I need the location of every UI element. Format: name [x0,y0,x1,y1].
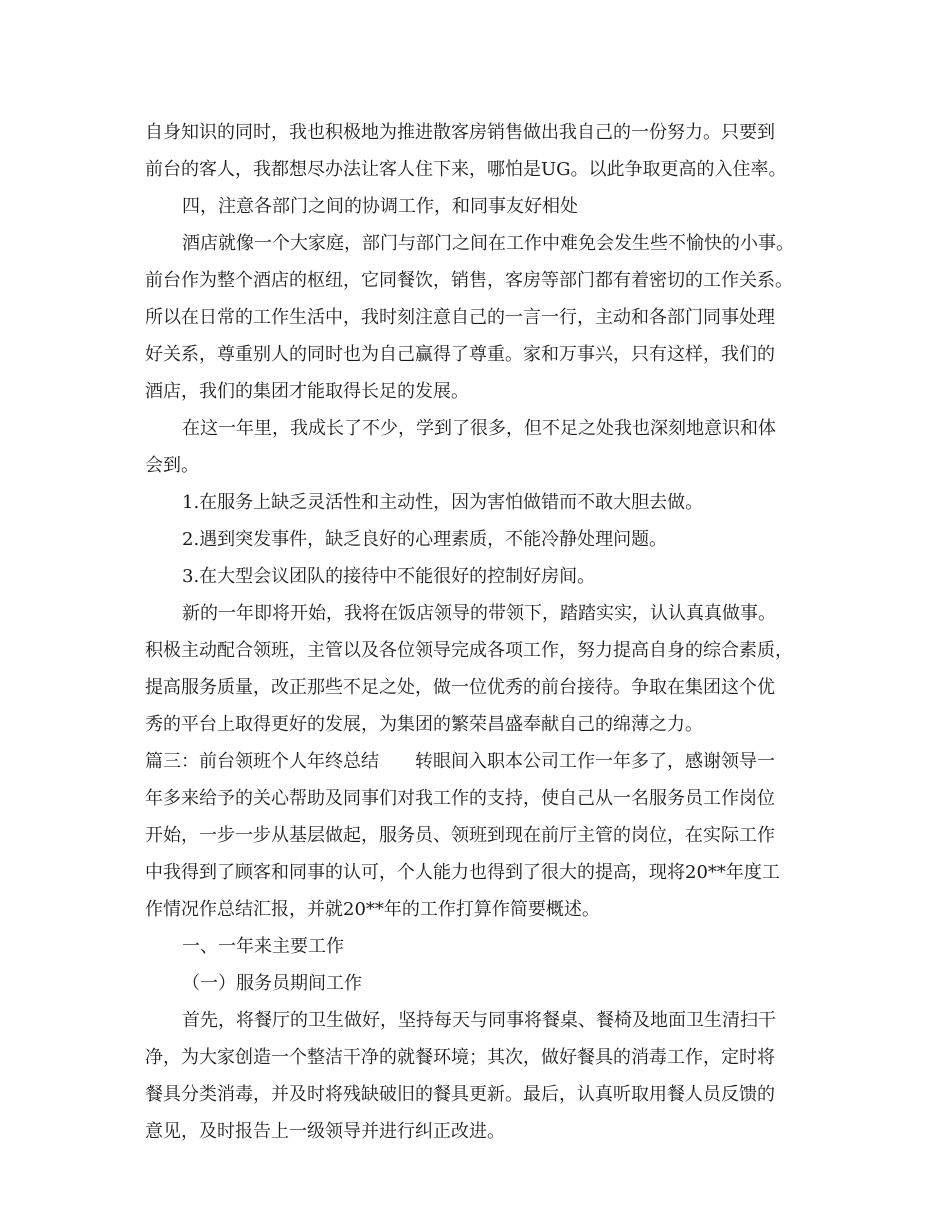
section-heading-continuation: 转眼间入职本公司工作一年多了，感谢领导一 [415,751,775,772]
text-line: 好关系，尊重别人的同时也为自己赢得了尊重。家和万事兴，只有这样，我们的 [145,344,775,365]
paragraph-block-1 [145,114,807,743]
section-heading: 篇三：前台领班个人年终总结 [145,751,379,772]
text-line: 中我得到了顾客和同事的认可，个人能力也得到了很大的提高，现将20**年度工 [145,862,780,883]
text-line: 会到。 [145,455,199,476]
text-line: 意见，及时报告上一级领导并进行纠正改进。 [145,1121,505,1142]
text-line: 首先，将餐厅的卫生做好，坚持每天与同事将餐桌、餐椅及地面卫生清扫干 [182,1010,776,1031]
text-line: 前台作为整个酒店的枢纽，它同餐饮，销售，客房等部门都有着密切的工作关系。 [145,270,793,291]
text-line: 新的一年即将开始，我将在饭店领导的带领下，踏踏实实，认认真真做事。 [182,603,776,624]
text-line: 提高服务质量，改正那些不足之处，做一位优秀的前台接待。争取在集团这个优 [145,677,775,698]
paragraph-block-2 [145,780,807,1150]
text-line: 3.在大型会议团队的接待中不能很好的控制好房间。 [182,566,596,587]
text-line: 前台的客人，我都想尽办法让客人住下来，哪怕是UG。以此争取更高的入住率。 [145,159,787,180]
text-line: 2.遇到突发事件，缺乏良好的心理素质，不能冷静处理问题。 [182,529,668,550]
text-line: 在这一年里，我成长了不少，学到了很多，但不足之处我也深刻地意识和体 [182,418,776,439]
text-line: 作情况作总结汇报，并就20**年的工作打算作简要概述。 [145,899,600,920]
text-line: 一、一年来主要工作 [182,936,344,957]
text-line: 开始，一步一步从基层做起，服务员、领班到现在前厅主管的岗位，在实际工作 [145,825,775,846]
document-body [145,114,807,1150]
text-line: 酒店，我们的集团才能取得长足的发展。 [145,381,469,402]
text-line: 酒店就像一个大家庭，部门与部门之间在工作中难免会发生些不愉快的小事。 [182,233,794,254]
text-line: （一）服务员期间工作 [182,973,362,994]
text-line: 1.在服务上缺乏灵活性和主动性，因为害怕做错而不敢大胆去做。 [182,492,704,513]
section-heading-line [145,743,807,780]
text-line: 自身知识的同时，我也积极地为推进散客房销售做出我自己的一份努力。只要到 [145,122,775,143]
text-line: 年多来给予的关心帮助及同事们对我工作的支持，使自己从一名服务员工作岗位 [145,788,775,809]
text-line: 净，为大家创造一个整洁干净的就餐环境；其次，做好餐具的消毒工作，定时将 [145,1047,775,1068]
text-line: 秀的平台上取得更好的发展，为集团的繁荣昌盛奉献自己的绵薄之力。 [145,714,703,735]
text-line: 积极主动配合领班，主管以及各位领导完成各项工作，努力提高自身的综合素质， [145,640,793,661]
text-line: 四，注意各部门之间的协调工作，和同事友好相处 [182,196,578,217]
text-line: 所以在日常的工作生活中，我时刻注意自己的一言一行，主动和各部门同事处理 [145,307,775,328]
text-line: 餐具分类消毒，并及时将残缺破旧的餐具更新。最后，认真听取用餐人员反馈的 [145,1084,775,1105]
